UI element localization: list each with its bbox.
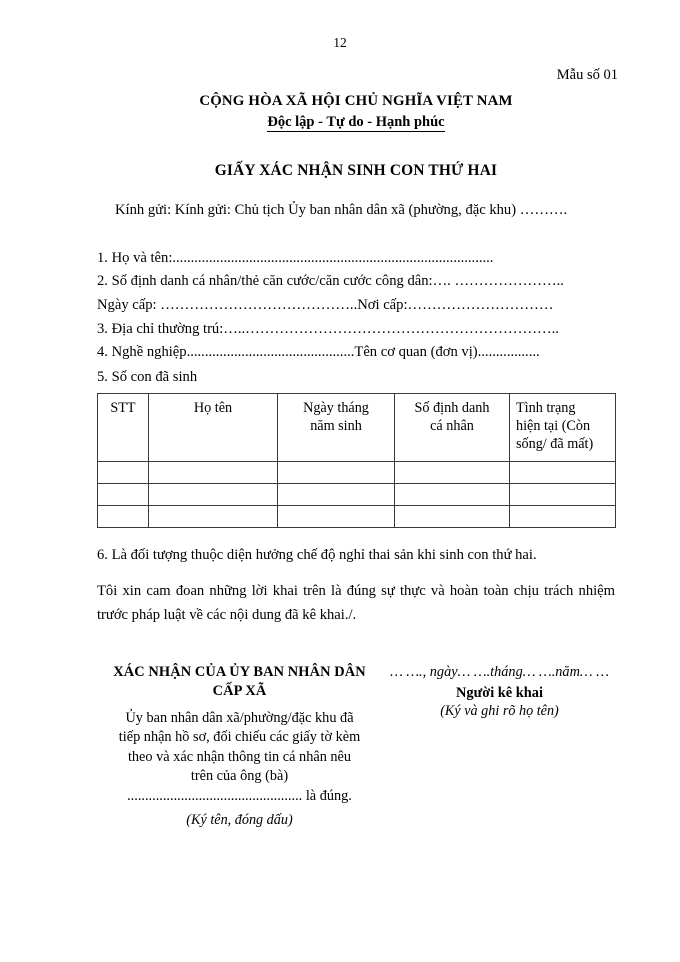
table-cell-stt[interactable]	[98, 505, 149, 527]
table-cell-dob[interactable]	[278, 505, 395, 527]
table-header-personal-id-line1: Số định danh	[414, 399, 490, 416]
signature-block	[97, 663, 615, 829]
table-header-name-line1: Họ tên	[193, 399, 233, 416]
signature-declarant-note: (Ký và ghi rõ họ tên)	[440, 703, 559, 720]
table-cell-status[interactable]	[510, 505, 616, 527]
field-personal-id: 2. Số định danh cá nhân/thẻ căn cước/căn cước công dân:…. …………………..	[97, 273, 564, 290]
field-issue-date-place: Ngày cấp: …………………………………..Nơi cấp:…………………………	[97, 296, 554, 313]
table-cell-status[interactable]	[510, 483, 616, 505]
table-row[interactable]	[98, 461, 616, 483]
signature-authority-body	[97, 709, 382, 787]
field-children-count-label: 5. Số con đã sinh	[97, 368, 198, 385]
table-cell-dob[interactable]	[278, 461, 395, 483]
signature-declarant-column	[382, 663, 615, 829]
table-header-dob-line2: năm sinh	[310, 417, 362, 434]
children-table	[97, 393, 616, 528]
addressee-line: Kính gửi: Kính gửi: Chủ tịch Ủy ban nhân dân xã (phường, đặc khu) ……….	[115, 201, 568, 218]
national-title: CỘNG HÒA XÃ HỘI CHỦ NGHĨA VIỆT NAM	[199, 93, 513, 109]
table-cell-name[interactable]	[149, 505, 278, 527]
document-body	[97, 92, 615, 829]
table-row[interactable]	[98, 483, 616, 505]
declaration-fields	[97, 247, 615, 390]
signature-authority-column	[97, 663, 382, 829]
signature-declarant-role: Người kê khai	[456, 684, 543, 701]
signature-authority-body-line3: theo và xác nhận thông tin cá nhân nêu	[127, 748, 352, 765]
table-header-name	[149, 393, 278, 461]
signature-authority-body-line2: tiếp nhận hồ sơ, đối chiếu các giấy tờ kèm	[118, 729, 361, 746]
table-cell-personal-id[interactable]	[395, 483, 510, 505]
signature-authority-heading	[97, 663, 382, 700]
table-body	[98, 461, 616, 527]
table-header-status	[510, 393, 616, 461]
table-header-status-line3: sống/ đã mất)	[516, 435, 594, 452]
form-code: Mẫu số 01	[556, 67, 618, 83]
field-residence: 3. Địa chỉ thường trú:…..………………………………………………………..	[97, 320, 559, 337]
table-cell-name[interactable]	[149, 483, 278, 505]
field-full-name: 1. Họ và tên:........................................................................................	[97, 249, 494, 266]
table-header-stt-line1: STT	[110, 399, 136, 416]
table-header-dob	[278, 393, 395, 461]
national-motto	[97, 113, 615, 133]
table-cell-stt[interactable]	[98, 461, 149, 483]
statements-block	[97, 545, 615, 628]
signature-authority-note: (Ký tên, đóng dấu)	[186, 812, 293, 829]
table-cell-personal-id[interactable]	[395, 505, 510, 527]
national-motto-text: Độc lập - Tự do - Hạnh phúc	[267, 113, 445, 130]
table-header-status-line2: hiện tại (Còn	[516, 417, 591, 434]
signature-authority-confirm-line: ................................................. là đúng.	[127, 787, 352, 804]
page-number: 12	[333, 35, 347, 50]
signature-authority-heading-line1: XÁC NHẬN CỦA ỦY BAN NHÂN DÂN	[113, 664, 366, 681]
table-header-row	[98, 393, 616, 461]
table-header-stt	[98, 393, 149, 461]
table-cell-stt[interactable]	[98, 483, 149, 505]
signature-authority-heading-line2: CẤP XÃ	[212, 682, 267, 699]
table-header-personal-id	[395, 393, 510, 461]
table-cell-status[interactable]	[510, 461, 616, 483]
signature-authority-body-line4: trên của ông (bà)	[190, 768, 289, 785]
table-cell-personal-id[interactable]	[395, 461, 510, 483]
table-header-dob-line1: Ngày tháng	[303, 399, 369, 416]
statement-commitment: Tôi xin cam đoan những lời khai trên là đúng sự thực và hoàn toàn chịu trách nhiệm trước pháp luật về các nội dung đã kê khai./.	[97, 583, 615, 623]
statement-item6: 6. Là đối tượng thuộc diện hưởng chế độ nghỉ thai sản khi sinh con thứ hai.	[97, 546, 537, 563]
signature-declarant-date-line: … …., ngày… ….tháng… ….năm… …	[390, 664, 609, 681]
signature-authority-body-line1: Ủy ban nhân dân xã/phường/đặc khu đã	[125, 709, 354, 726]
table-cell-dob[interactable]	[278, 483, 395, 505]
table-header-personal-id-line2: cá nhân	[430, 417, 474, 434]
table-header-status-line1: Tình trạng	[516, 399, 576, 416]
field-occupation: 4. Nghề nghiệp..............................................Tên cơ quan (đơn vị).................	[97, 344, 540, 361]
document-title: GIẤY XÁC NHẬN SINH CON THỨ HAI	[214, 161, 498, 179]
table-cell-name[interactable]	[149, 461, 278, 483]
table-row[interactable]	[98, 505, 616, 527]
